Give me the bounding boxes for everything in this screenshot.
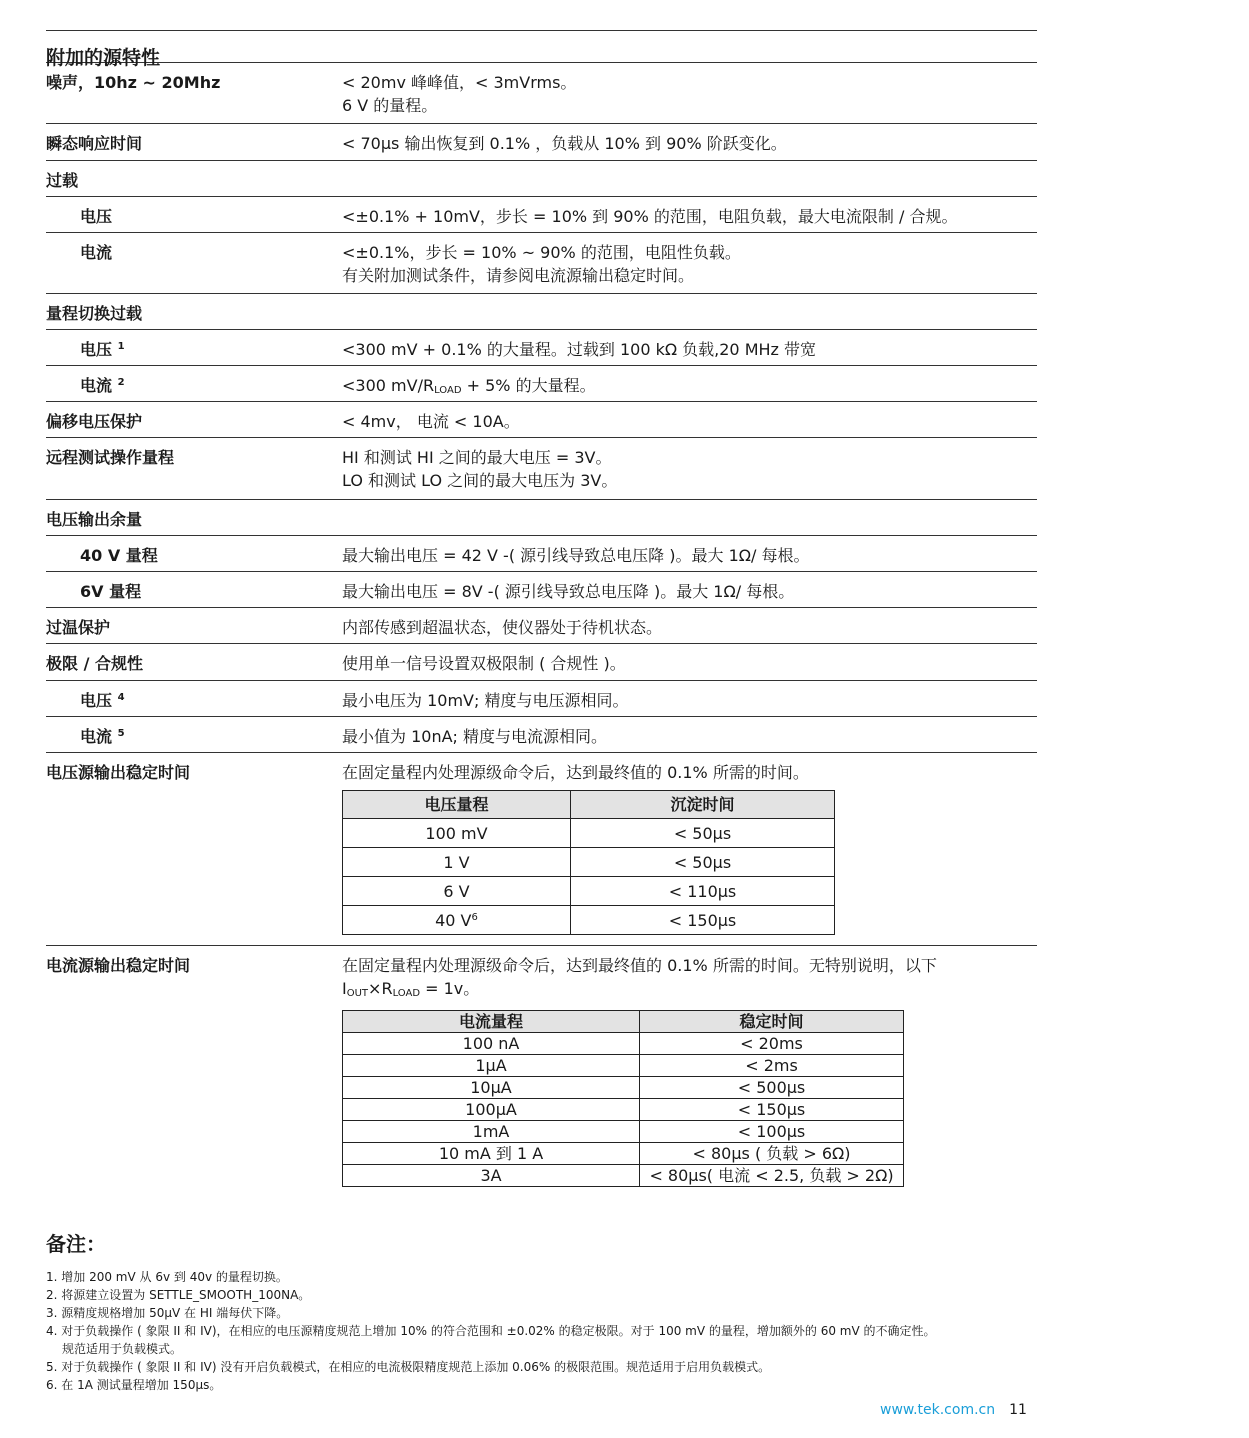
- table-header: 稳定时间: [640, 1011, 904, 1033]
- row-label: 极限 / 合规性: [46, 654, 143, 673]
- row-current-settle: [46, 946, 1037, 1187]
- label-text: 电流: [80, 376, 113, 395]
- subscript: LOAD: [434, 385, 462, 396]
- table-cell: < 500µs: [640, 1077, 904, 1099]
- value-line: LO 和测试 LO 之间的最大电压为 3V。: [342, 471, 618, 490]
- table-row: [343, 1077, 904, 1099]
- table-cell: 1mA: [343, 1121, 640, 1143]
- value-line: < 20mv 峰峰值，< 3mVrms。: [342, 73, 577, 92]
- voltage-settle-table: [342, 790, 835, 935]
- footnote-ref: 4: [117, 692, 125, 703]
- table-cell: < 150µs: [640, 1099, 904, 1121]
- table-cell: 10 mA 到 1 A: [343, 1143, 640, 1165]
- row-value: 最小电压为 10mV; 精度与电压源相同。: [342, 691, 629, 710]
- row-value: [342, 946, 1037, 1187]
- row-label: 6V 量程: [80, 582, 142, 601]
- row-label: 电压: [80, 207, 113, 226]
- table-cell: 1µA: [343, 1055, 640, 1077]
- row-value: [342, 233, 1037, 293]
- label-text: 电流: [80, 727, 113, 746]
- row-headroom: [46, 500, 1037, 536]
- table-cell: 100 mV: [343, 819, 571, 848]
- note-item: 5. 对于负载操作 ( 象限 II 和 IV) 没有开启负载模式，在相应的电流极限精度规范上添加 0.06% 的极限范围。规范适用于启用负载模式。: [46, 1360, 771, 1374]
- table-header: 电流量程: [343, 1011, 640, 1033]
- table-header: 电压量程: [343, 791, 571, 819]
- row-label: 过载: [46, 171, 79, 190]
- footnote-ref: 2: [117, 377, 125, 388]
- table-cell: < 80µs ( 负载 > 6Ω): [640, 1143, 904, 1165]
- page-footer: [880, 1402, 1027, 1418]
- row-overload-voltage: [46, 197, 1037, 233]
- row-label: 电流: [80, 243, 113, 262]
- spec-page: [46, 30, 1037, 1187]
- note-item: 3. 源精度规格增加 50µV 在 HI 端每伏下降。: [46, 1306, 289, 1320]
- table-row: [343, 1121, 904, 1143]
- row-voltage-settle: [46, 753, 1037, 946]
- value-line: [342, 977, 1037, 1000]
- row-noise: [46, 63, 1037, 124]
- row-label: 量程切换过载: [46, 304, 143, 323]
- row-value: 使用单一信号设置双极限制 ( 合规性 )。: [342, 654, 626, 673]
- row-offset: [46, 402, 1037, 438]
- note-item: 4. 对于负载操作 ( 象限 II 和 IV)，在相应的电压源精度规范上增加 10% 的符合范围和 ±0.02% 的稳定极限。对于 100 mV 的量程，增加额外的 60 mV 的不确定性。: [46, 1324, 936, 1338]
- row-label: 电压源输出稳定时间: [46, 763, 191, 782]
- footnote-ref: 6: [471, 911, 478, 923]
- row-headroom-6v: [46, 572, 1037, 608]
- row-value: [342, 438, 1037, 499]
- label-text: 电压: [80, 691, 113, 710]
- row-label: 过温保护: [46, 618, 111, 637]
- row-value: 最小值为 10nA; 精度与电流源相同。: [342, 727, 608, 746]
- subscript: LOAD: [392, 988, 421, 999]
- table-cell: < 50µs: [571, 848, 835, 877]
- row-value: 最大输出电压 = 8V -( 源引线导致总电压降 )。最大 1Ω/ 每根。: [342, 582, 795, 601]
- notes-list: [46, 1268, 1046, 1394]
- table-row: [343, 1165, 904, 1187]
- page-number: 11: [1009, 1402, 1027, 1418]
- row-label: 噪声，10hz ~ 20Mhz: [46, 73, 221, 92]
- table-cell: < 50µs: [571, 819, 835, 848]
- row-label: 瞬态响应时间: [46, 134, 143, 153]
- table-cell: 100µA: [343, 1099, 640, 1121]
- table-cell: < 110µs: [571, 877, 835, 906]
- row-value: 最大输出电压 = 42 V -( 源引线导致总电压降 )。最大 1Ω/ 每根。: [342, 546, 810, 565]
- table-cell: < 150µs: [571, 906, 835, 935]
- row-overtemp: [46, 608, 1037, 644]
- row-value: [342, 294, 1037, 329]
- value-line: 有关附加测试条件，请参阅电流源输出稳定时间。: [342, 266, 695, 285]
- section-title: [46, 30, 1037, 69]
- note-item: 6. 在 1A 测试量程增加 150µs。: [46, 1378, 222, 1392]
- footnote-ref: 1: [117, 341, 125, 352]
- table-header-row: [343, 791, 835, 819]
- table-row: [343, 1055, 904, 1077]
- value-text: I: [342, 979, 347, 998]
- row-label: 电流源输出稳定时间: [46, 956, 191, 975]
- row-limit-voltage: [46, 681, 1037, 717]
- row-value: < 70µs 输出恢复到 0.1% ，负载从 10% 到 90% 阶跃变化。: [342, 134, 787, 153]
- note-item: 1. 增加 200 mV 从 6v 到 40v 的量程切换。: [46, 1270, 288, 1284]
- table-cell: 3A: [343, 1165, 640, 1187]
- table-row: [343, 1033, 904, 1055]
- table-cell: < 2ms: [640, 1055, 904, 1077]
- value-text: = 1v。: [420, 979, 480, 998]
- row-value: [342, 366, 1037, 401]
- row-label: [46, 717, 342, 752]
- section-title-text: 附加的源特性: [46, 47, 161, 69]
- row-overload-current: [46, 233, 1037, 294]
- row-value: <300 mV + 0.1% 的大量程。过载到 100 kΩ 负载,20 MHz 带宽: [342, 340, 817, 359]
- row-value: < 4mv， 电流 < 10A。: [342, 412, 520, 431]
- row-limit-current: [46, 717, 1037, 753]
- row-value: [342, 63, 1037, 123]
- row-value: <±0.1% + 10mV，步长 = 10% 到 90% 的范围，电阻负载，最大电流限制 / 合规。: [342, 207, 958, 226]
- row-label: 40 V 量程: [80, 546, 158, 565]
- note-item: 规范适用于负载模式。: [62, 1342, 183, 1356]
- subscript: OUT: [346, 988, 369, 999]
- row-value: [342, 753, 1037, 945]
- table-row: [343, 906, 835, 935]
- row-value: [342, 500, 1037, 535]
- table-row: [343, 1099, 904, 1121]
- row-transient: [46, 124, 1037, 161]
- table-cell: 6 V: [343, 877, 571, 906]
- value-line: 6 V 的量程。: [342, 96, 438, 115]
- table-cell: < 20ms: [640, 1033, 904, 1055]
- value-line: HI 和测试 HI 之间的最大电压 = 3V。: [342, 448, 612, 467]
- cell-text: 40 V: [435, 910, 472, 930]
- table-row: [343, 1143, 904, 1165]
- row-range-change: [46, 294, 1037, 330]
- row-value: 内部传感到超温状态，使仪器处于待机状态。: [342, 618, 663, 637]
- table-cell: [343, 906, 571, 935]
- value-line: 在固定量程内处理源级命令后，达到最终值的 0.1% 所需的时间。无特别说明，以下: [342, 956, 937, 975]
- note-item: 2. 将源建立设置为 SETTLE_SMOOTH_100NA。: [46, 1288, 311, 1302]
- row-headroom-40v: [46, 536, 1037, 572]
- row-remote: [46, 438, 1037, 500]
- footer-url[interactable]: www.tek.com.cn: [880, 1402, 996, 1418]
- label-text: 电压: [80, 340, 113, 359]
- table-cell: 1 V: [343, 848, 571, 877]
- table-header: 沉淀时间: [571, 791, 835, 819]
- value-text: <300 mV/R: [342, 376, 435, 395]
- current-settle-table: [342, 1010, 904, 1187]
- value-text: + 5% 的大量程。: [461, 376, 596, 395]
- table-cell: 10µA: [343, 1077, 640, 1099]
- row-range-current: [46, 366, 1037, 402]
- table-cell: < 100µs: [640, 1121, 904, 1143]
- row-label: 电压输出余量: [46, 510, 143, 529]
- row-label: [46, 366, 342, 401]
- table-cell: < 80µs( 电流 < 2.5, 负载 > 2Ω): [640, 1165, 904, 1187]
- footnote-ref: 5: [117, 728, 125, 739]
- value-line: 在固定量程内处理源级命令后，达到最终值的 0.1% 所需的时间。: [342, 763, 809, 782]
- notes-title: 备注：: [46, 1232, 106, 1256]
- table-header-row: [343, 1011, 904, 1033]
- row-range-voltage: [46, 330, 1037, 366]
- row-overload: [46, 161, 1037, 197]
- table-row: [343, 819, 835, 848]
- row-limit: [46, 644, 1037, 681]
- row-label: [46, 330, 342, 365]
- value-line: <±0.1%，步长 = 10% ~ 90% 的范围，电阻性负载。: [342, 243, 741, 262]
- table-row: [343, 877, 835, 906]
- table-row: [343, 848, 835, 877]
- table-cell: 100 nA: [343, 1033, 640, 1055]
- row-label: [46, 681, 342, 716]
- value-text: ×R: [368, 979, 393, 998]
- row-label: 远程测试操作量程: [46, 448, 175, 467]
- row-label: 偏移电压保护: [46, 412, 143, 431]
- row-value: [342, 161, 1037, 196]
